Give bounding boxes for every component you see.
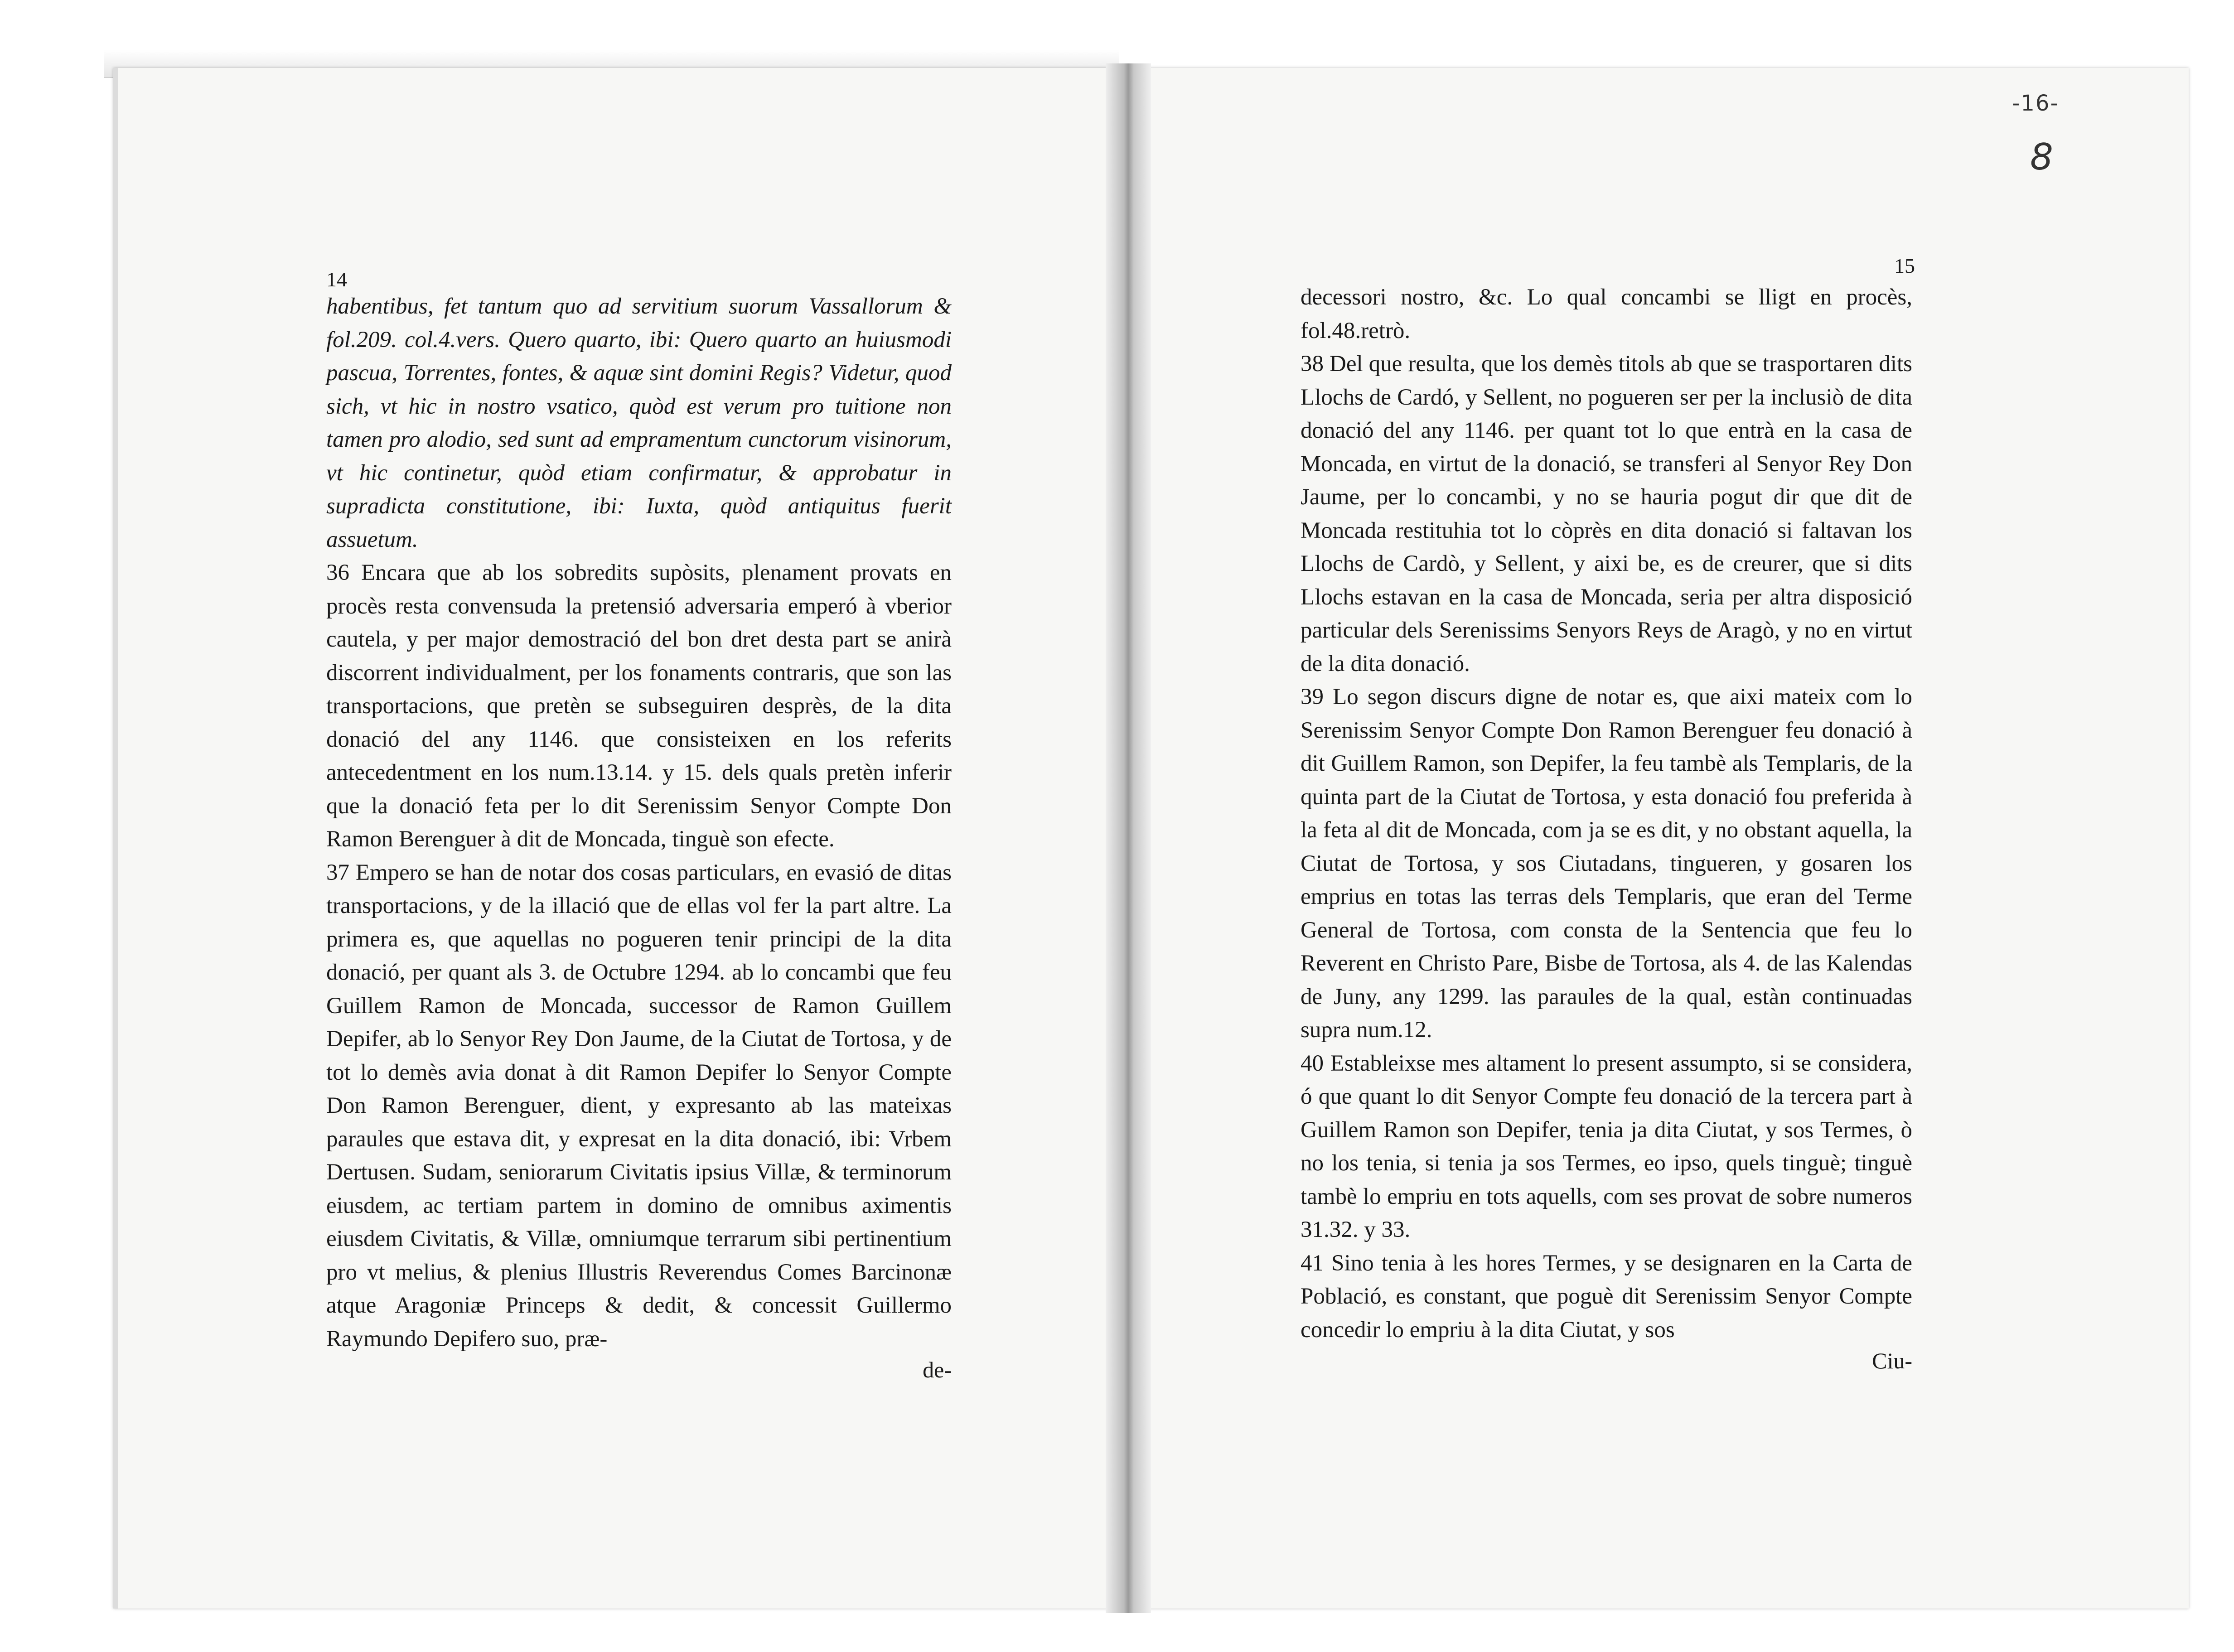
right-page-number: 15: [1894, 254, 1915, 277]
pencil-folio-mark: -16-: [2012, 91, 2059, 116]
left-page-text: [326, 290, 952, 1383]
paragraph-37: 37 Empero se han de notar dos cosas particulars, en evasió de ditas transportacions, y de la illació que de ellas vol fer la part altre. La primera es, que aquellas no pogueren tenir principi de la dita donació, per quant als 3. de Octubre 1294. ab lo concambi que feu Guillem Ramon de Moncada, successor de Ramon Guillem Depifer, ab lo Senyor Rey Don Jaume, de la Ciutat de Tortosa, y de tot lo demès avia donat à dit Ramon Depifer lo Senyor Compte Don Ramon Berenguer, dient, y expresanto ab las mateixas paraules que estava dit, y expresat en la dita donació, ibi: Vrbem Dertusen. Sudam, seniorarum Civitatis ipsius Villæ, & terminorum eiusdem, ac tertiam partem in domino de omnibus aximentis eiusdem Civitatis, & Villæ, omniumque terrarum sibi pertinentium pro vt melius, & plenius Illustris Reverendus Comes Barcinonæ atque Aragoniæ Princeps & dedit, & concessit Guillermo Raymundo Depifero suo, præ-: [326, 860, 952, 1352]
paragraph-39: 39 Lo segon discurs digne de notar es, que aixi mateix com lo Serenissim Senyor Compte Don Ramon Berenguer feu donació à dit Guillem Ramon, son Depifer, la feu tambè als Templaris, de la quinta part de la Ciutat de Tortosa, y esta donació fou preferida à la feta al dit de Moncada, com ja se es dit, y no obstant aquella, la Ciutat de Tortosa, y sos Ciutadans, tingueren, y gosaren los emprius en totas las terras dels Templaris, que eran del Terme General de Tortosa, com consta de la Sentencia que feu lo Reverent en Christo Pare, Bisbe de Tortosa, als 4. de las Kalendas de Juny, any 1299. las paraules de la qual, estàn continuadas supra num.12.: [1301, 684, 1912, 1043]
paragraph-36: 36 Encara que ab los sobredits supòsits, plenament provats en procès resta convensuda la pretensió adversaria emperó à vberior cautela, y per major demostració del bon dret desta part se anirà discorrent individualment, per los fonaments contraris, que son las transportacions, que pretèn se subseguiren desprès, de la dita donació del any 1146. que consisteixen en los referits antecedentment en los num.13.14. y 15. dels quals pretèn inferir que la donació feta per lo dit Serenissim Senyor Compte Don Ramon Berenguer à dit de Moncada, tinguè son efecte.: [326, 560, 952, 852]
paragraph-40: 40 Estableixse mes altament lo present assumpto, si se considera, ó que quant lo dit Senyor Compte feu donació de la tercera part à Guillem Ramon son Depifer, tenia ja dita Ciutat, y sos Termes, ò no los tenia, si tenia ja sos Termes, eo ipso, quels tinguè; tinguè tambè lo empriu en tots aquells, com ses provat de sobre numeros 31.32. y 33.: [1301, 1050, 1912, 1242]
left-catchword: de-: [923, 1357, 952, 1382]
right-page-text: [1301, 281, 1912, 1374]
paragraph-continuation: decessori nostro, &c. Lo qual concambi se lligt en procès, fol.48.retrò.: [1301, 285, 1912, 343]
handwritten-folio-number: 8: [2030, 136, 2053, 178]
paragraph-latin-quote: habentibus, fet tantum quo ad servitium suorum Vassallorum & fol.209. col.4.vers. Quero quarto, ibi: Quero quarto an huiusmodi pascua, Torrentes, fontes, & aquæ sint domini Regis? Videtur, quod sich, vt hic in nostro vsatico, quòd est verum pro tuitione non tamen pro alodio, sed sunt ad empramentum cunctorum visinorum, vt hic continetur, quòd etiam confirmatur, & approbatur in supradicta constitutione, ibi: Iuxta, quòd antiquitus fuerit assuetum.: [326, 294, 952, 552]
right-catchword: Ciu-: [1872, 1348, 1912, 1373]
paragraph-38: 38 Del que resulta, que los demès titols ab que se trasportaren dits Llochs de Cardó, y Sellent, no pogueren ser per la inclusiò de dita donació del any 1146. per quant tot lo que entrà en la casa de Moncada, en virtut de la donació, se transferi al Senyor Rey Don Jaume, per lo concambi, y no se hauria pogut dir que dit de Moncada restituhia tot lo còprès en dita donació si faltavan los Llochs de Cardò, y Sellent, y aixi be, es de creurer, que si dits Llochs estavan en la casa de Moncada, seria per altra disposició particular dels Serenissims Senyors Reys de Aragò, y no en virtut de la dita donació.: [1301, 351, 1912, 676]
left-page-number: 14: [326, 268, 347, 291]
paragraph-41: 41 Sino tenia à les hores Termes, y se designaren en la Carta de Població, es constant, que poguè dit Serenissim Senyor Compte concedir lo empriu à la dita Ciutat, y sos: [1301, 1250, 1912, 1343]
book-gutter: [1106, 63, 1151, 1613]
